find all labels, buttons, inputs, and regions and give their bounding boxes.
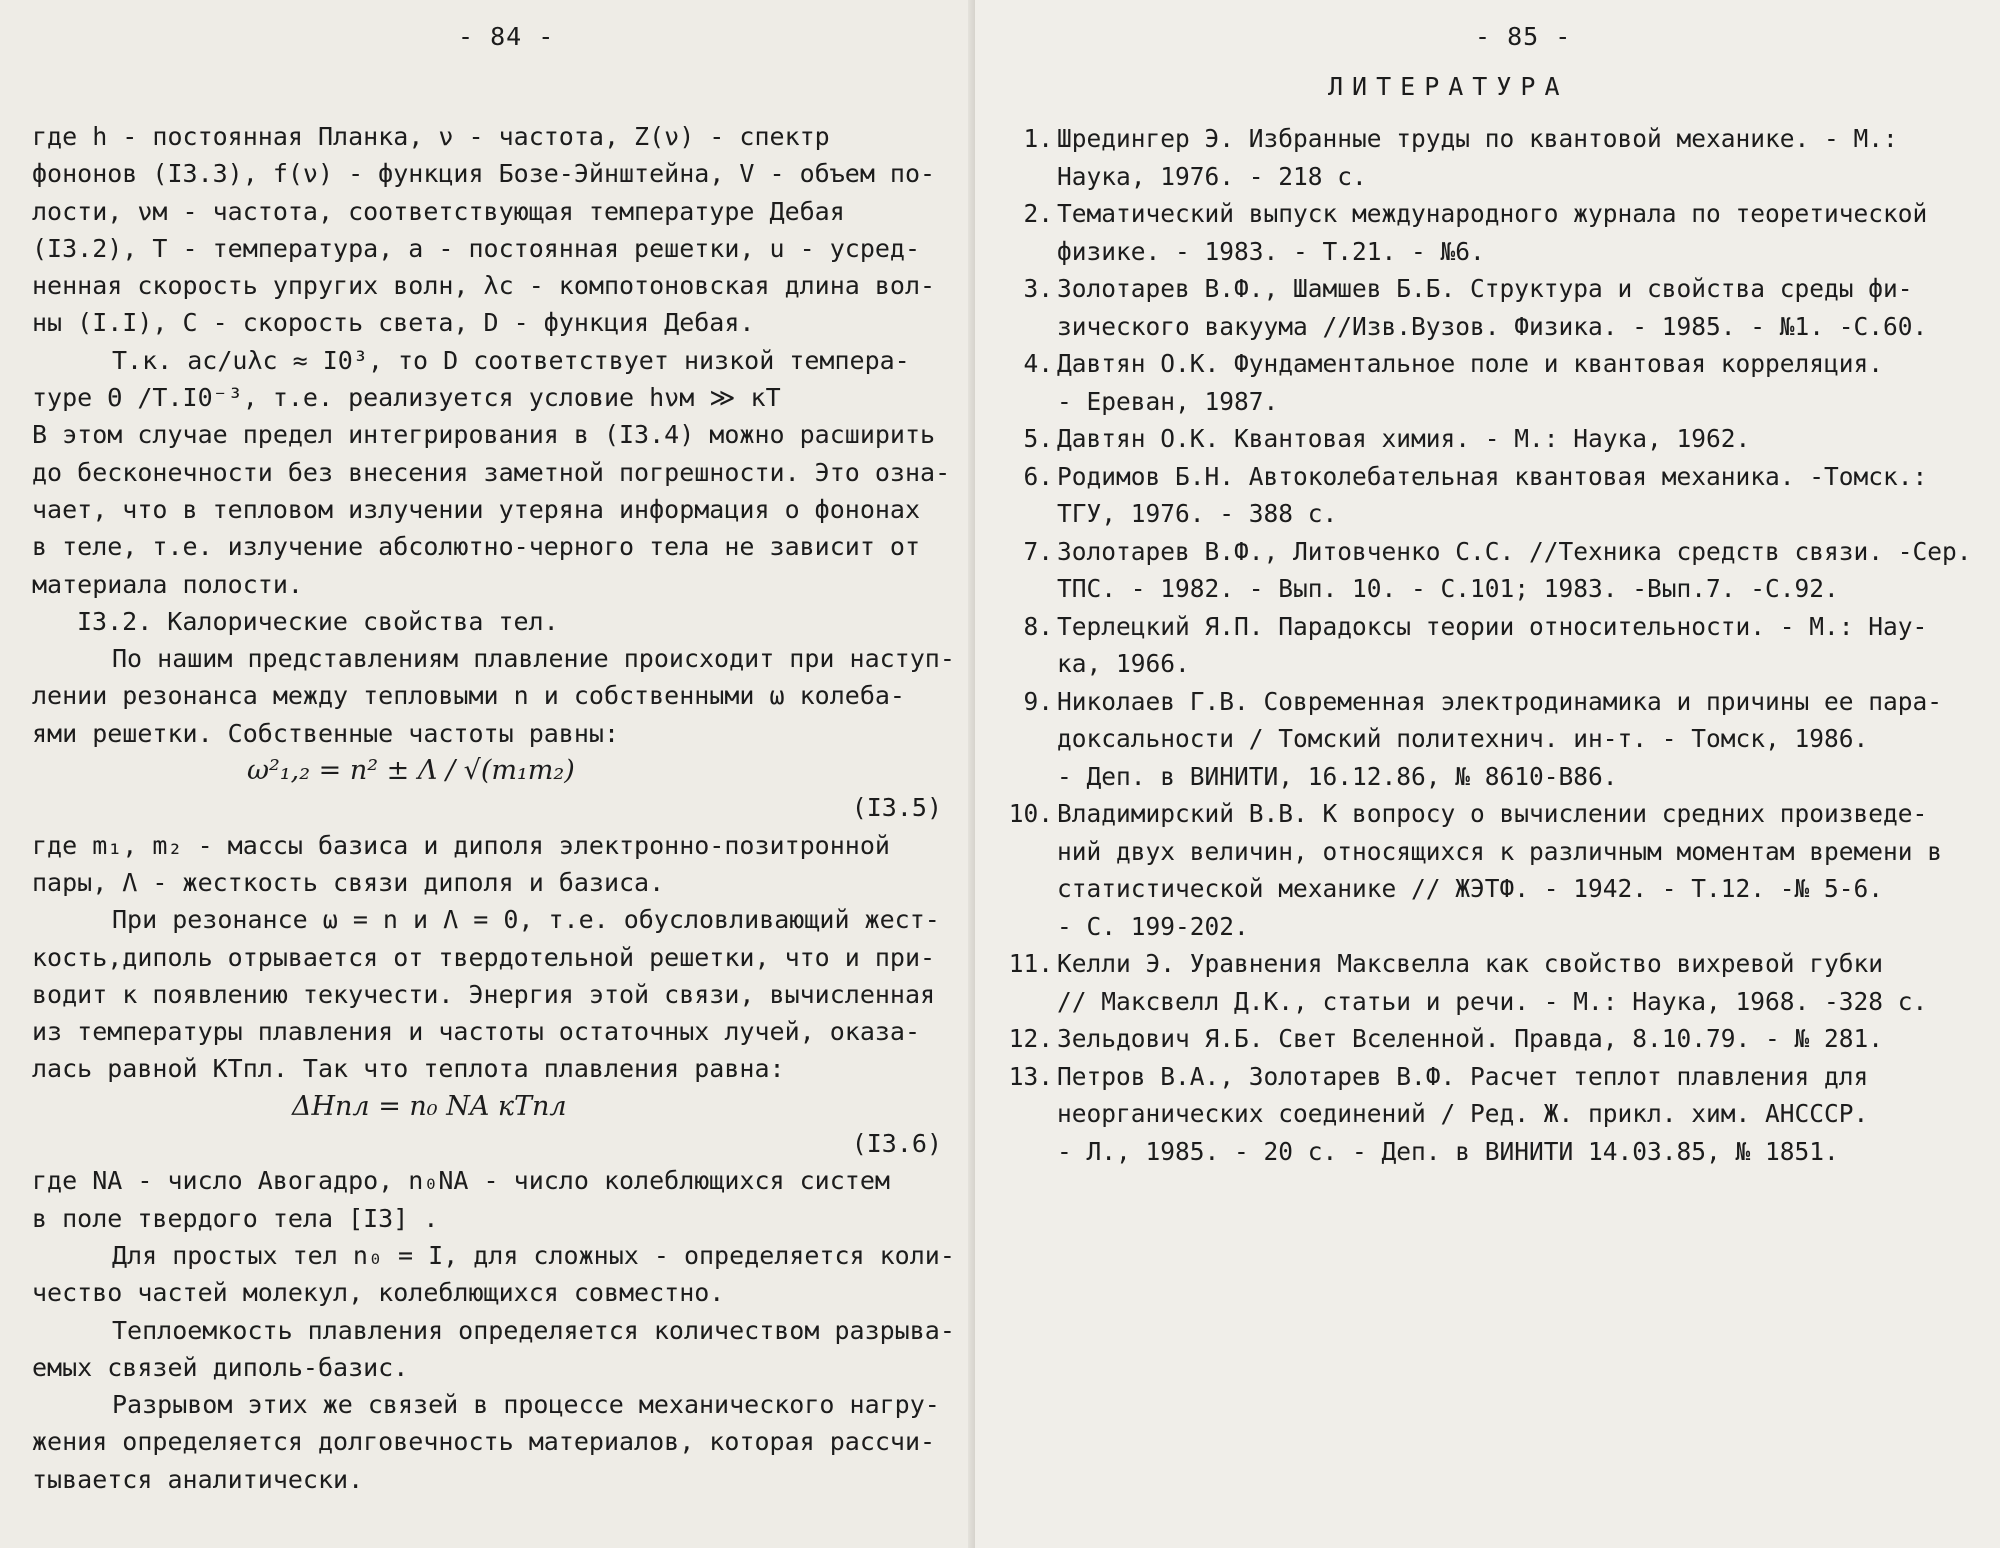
reference-number: 13. — [1008, 1061, 1053, 1091]
reference-text-line: Владимирский В.В. К вопросу о вычислении средних произведе- — [1057, 799, 1928, 828]
text-line: туре Θ /T.I0⁻³, т.е. реализуется условие hνм ≫ кТ — [32, 383, 781, 413]
reference-text-line: Давтян О.К. Фундаментальное поле и квантовая корреляция. — [1057, 349, 1884, 378]
reference-item — [1003, 345, 1993, 420]
text-line: лости, νм - частота, соответствующая температуре Дебая — [32, 196, 845, 226]
reference-text-line: Шредингер Э. Избранные труды по квантовой механике. - М.: — [1057, 124, 1898, 153]
text-line: емых связей диполь-базис. — [32, 1352, 409, 1382]
equation: ω²₁,₂ = n² ± Λ / √(m₁m₂) — [247, 755, 575, 787]
reference-text-line: Родимов Б.Н. Автоколебательная квантовая механика. -Томск.: — [1057, 461, 1928, 491]
reference-number: 9. — [1023, 686, 1053, 716]
text-line: из температуры плавления и частоты остаточных лучей, оказа- — [32, 1017, 921, 1047]
reference-text-line: Тематический выпуск международного журнала по теоретической — [1057, 199, 1928, 228]
page-number-85: - 85 - — [1475, 22, 1572, 51]
equation: ΔHпл = n₀ NA кТпл — [292, 1090, 567, 1122]
equation-number: (I3.6) — [851, 1129, 942, 1159]
reference-text-line: Золотарев В.Ф., Литовченко С.С. //Техника средств связи. -Сер. — [1057, 536, 1972, 566]
text-line: (I3.2), Т - температура, a - постоянная решетки, u - усред- — [32, 233, 921, 263]
text-line: материала полости. — [32, 569, 303, 599]
reference-text-line: неорганических соединений / Ред. Ж. прикл. хим. АНСССР. — [1057, 1099, 1869, 1128]
reference-item — [1003, 120, 1993, 195]
reference-text-line: - Ереван, 1987. — [1057, 386, 1279, 416]
reference-number: 4. — [1023, 349, 1053, 378]
text-line: до бесконечности без внесения заметной погрешности. Это озна- — [32, 457, 951, 487]
reference-text-line: ка, 1966. — [1057, 649, 1190, 678]
reference-item — [1003, 1058, 1993, 1171]
reference-item — [1003, 270, 1993, 345]
reference-item — [1003, 1020, 1993, 1058]
reference-number: 1. — [1023, 124, 1053, 153]
text-line: водит к появлению текучести. Энергия этой связи, вычисленная — [32, 979, 936, 1009]
text-line: лась равной КТпл. Так что теплота плавления равна: — [32, 1054, 785, 1084]
reference-text-line: зического вакуума //Изв.Вузов. Физика. - 1985. - №1. -С.60. — [1057, 311, 1928, 341]
reference-text-line: Давтян О.К. Квантовая химия. - М.: Наука, 1962. — [1057, 424, 1751, 453]
text-line: Т.к. ac/uλc ≈ I0³, то D соответствует низкой темпера- — [112, 345, 910, 375]
text-line: ненная скорость упругих волн, λc - компотоновская длина вол- — [32, 271, 936, 301]
reference-item — [1003, 458, 1993, 533]
reference-item — [1003, 195, 1993, 270]
reference-text-line: // Максвелл Д.К., статьи и речи. - М.: Наука, 1968. -328 с. — [1057, 986, 1928, 1016]
text-line: Разрывом этих же связей в процессе механического нагру- — [112, 1390, 940, 1420]
text-line: тывается аналитически. — [32, 1464, 364, 1494]
reference-text-line: Терлецкий Я.П. Парадоксы теории относительности. - М.: Нау- — [1057, 611, 1928, 641]
reference-text-line: Николаев Г.В. Современная электродинамика и причины ее пара- — [1057, 686, 1943, 716]
text-line: ны (I.I), С - скорость света, D - функция Дебая. — [32, 308, 755, 338]
reference-item — [1003, 420, 1993, 458]
reference-text-line: Петров В.А., Золотарев В.Ф. Расчет теплот плавления для — [1057, 1061, 1869, 1091]
reference-text-line: физике. - 1983. - Т.21. - №6. — [1057, 236, 1485, 266]
reference-text-line: статистической механике // ЖЭТФ. - 1942. - Т.12. -№ 5-6. — [1057, 874, 1884, 903]
reference-number: 8. — [1023, 611, 1053, 641]
reference-list — [1003, 120, 1993, 1170]
reference-text-line: Золотарев В.Ф., Шамшев Б.Б. Структура и свойства среды фи- — [1057, 274, 1913, 303]
literature-heading: ЛИТЕРАТУРА — [1328, 72, 1569, 101]
left-page-body — [32, 118, 962, 1498]
text-line: Теплоемкость плавления определяется количеством разрыва- — [112, 1315, 955, 1345]
text-line: лении резонанса между тепловыми n и собственными ω колеба- — [32, 681, 905, 711]
reference-item — [1003, 608, 1993, 683]
reference-item — [1003, 533, 1993, 608]
text-line: чает, что в тепловом излучении утеряна информация о фононах — [32, 494, 921, 524]
text-line: жения определяется долговечность материалов, которая рассчи- — [32, 1427, 936, 1457]
left-page — [0, 0, 975, 1548]
text-line: чество частей молекул, колеблющихся совместно. — [32, 1278, 725, 1308]
text-line: где m₁, m₂ - массы базиса и диполя электронно-позитронной — [32, 830, 890, 860]
text-line: пары, Λ - жесткость связи диполя и базиса. — [32, 867, 665, 897]
reference-number: 6. — [1023, 461, 1053, 491]
reference-text-line: - Л., 1985. - 20 с. - Деп. в ВИНИТИ 14.03.85, № 1851. — [1057, 1136, 1839, 1166]
section-heading: I3.2. Калорические свойства тел. — [77, 606, 559, 636]
text-line: в теле, т.е. излучение абсолютно-черного тела не зависит от — [32, 532, 921, 562]
text-line: По нашим представлениям плавление происходит при наступ- — [112, 644, 955, 674]
reference-text-line: - Деп. в ВИНИТИ, 16.12.86, № 8610-В86. — [1057, 761, 1618, 791]
reference-number: 2. — [1023, 199, 1053, 228]
text-line: где h - постоянная Планка, ν - частота, Z(ν) - спектр — [32, 122, 830, 151]
reference-number: 12. — [1008, 1024, 1053, 1053]
reference-text-line: ТГУ, 1976. - 388 с. — [1057, 499, 1338, 528]
reference-text-line: ний двух величин, относящихся к различным моментам времени в — [1057, 836, 1943, 866]
page-number-84: - 84 - — [458, 22, 555, 51]
reference-text-line: - С. 199-202. — [1057, 911, 1249, 941]
text-line: где NA - число Авогадро, n₀NA - число колеблющихся систем — [32, 1166, 890, 1196]
reference-number: 3. — [1023, 274, 1053, 303]
text-line: При резонансе ω = n и Λ = 0, т.е. обусловливающий жест- — [112, 905, 940, 935]
text-line: в поле твердого тела [I3] . — [32, 1203, 439, 1233]
reference-item — [1003, 945, 1993, 1020]
text-line: В этом случае предел интегрирования в (I3.4) можно расширить — [32, 420, 936, 450]
text-line: Для простых тел n₀ = I, для сложных - определяется коли- — [112, 1240, 955, 1270]
reference-text-line: Зельдович Я.Б. Свет Вселенной. Правда, 8.10.79. - № 281. — [1057, 1024, 1884, 1053]
reference-number: 10. — [1008, 799, 1053, 828]
reference-item — [1003, 683, 1993, 796]
reference-item — [1003, 795, 1993, 945]
text-line: ями решетки. Собственные частоты равны: — [32, 718, 619, 748]
text-line: кость,диполь отрывается от твердотельной решетки, что и при- — [32, 942, 936, 972]
reference-text-line: Наука, 1976. - 218 с. — [1057, 161, 1367, 191]
reference-text-line: доксальности / Томский политехнич. ин-т. - Томск, 1986. — [1057, 724, 1869, 753]
text-line: фононов (I3.3), f(ν) - функция Бозе-Эйнштейна, V - объем по- — [32, 159, 936, 189]
reference-number: 11. — [1008, 949, 1053, 978]
reference-text-line: ТПС. - 1982. - Вып. 10. - С.101; 1983. -Вып.7. -С.92. — [1057, 574, 1839, 603]
reference-text-line: Келли Э. Уравнения Максвелла как свойство вихревой губки — [1057, 949, 1884, 978]
reference-number: 5. — [1023, 424, 1053, 453]
reference-number: 7. — [1023, 536, 1053, 566]
equation-number: (I3.5) — [851, 793, 942, 823]
